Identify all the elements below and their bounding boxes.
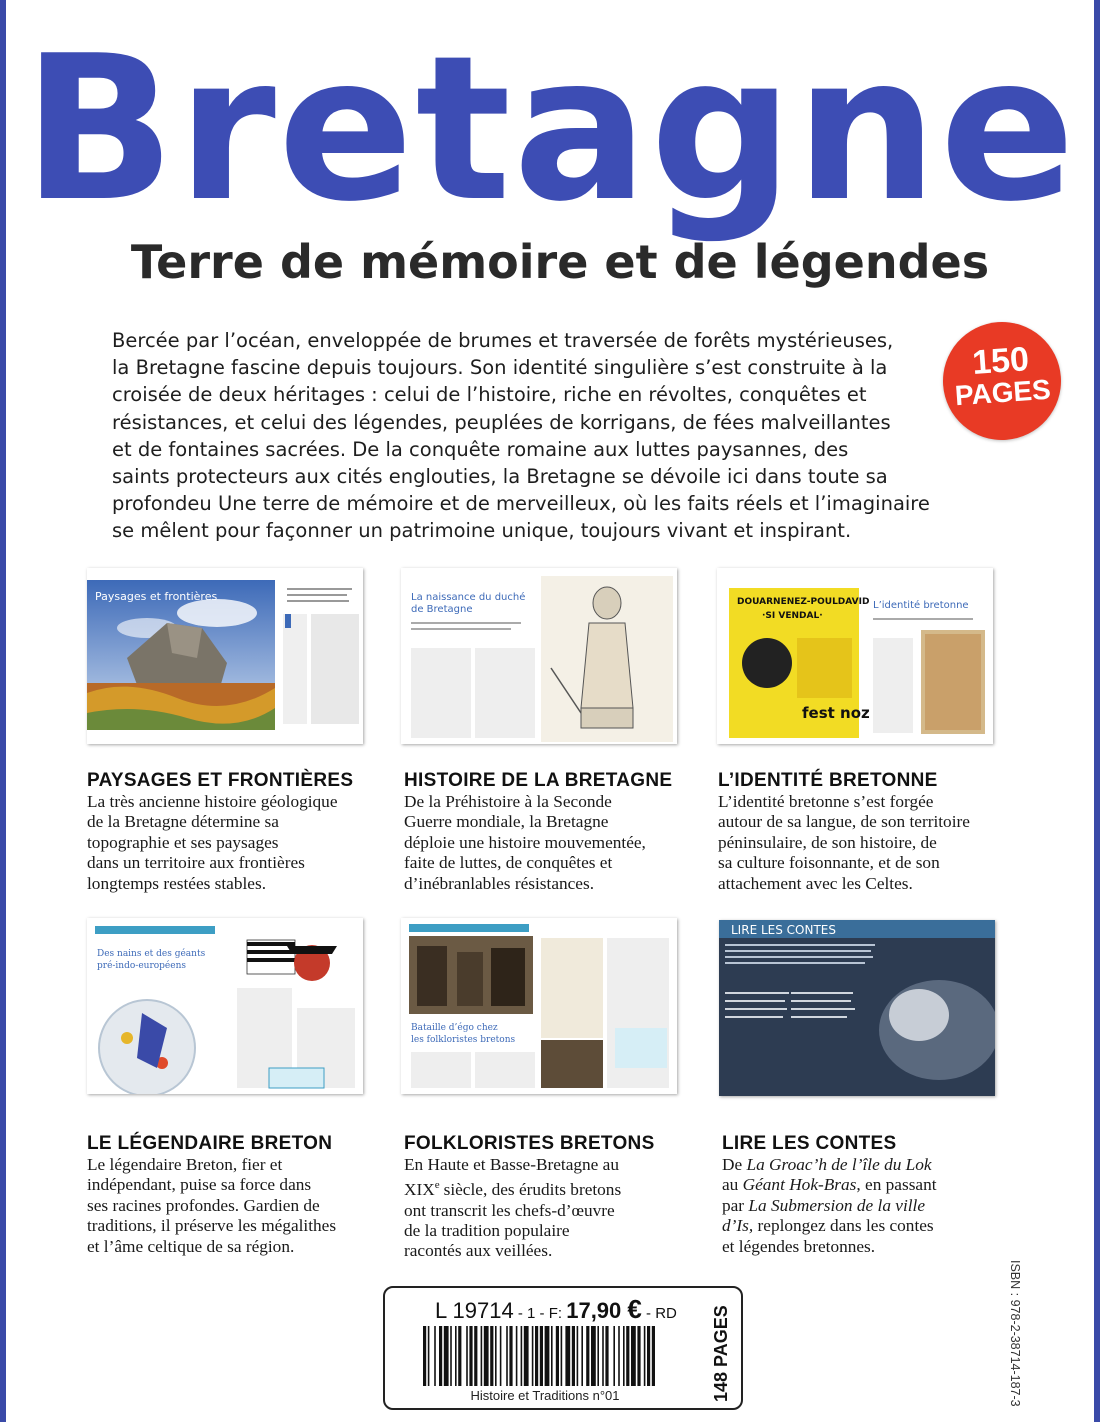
barcode-bar [572,1326,575,1386]
section-text-line [404,1175,704,1200]
barcode-box [383,1286,743,1410]
section-text-line: L’identité bretonne s’est forgée [718,792,934,811]
section-heading: PAYSAGES ET FRONTIÈRES [87,770,354,791]
thumbnail-legendaire [87,918,363,1094]
barcode-bar [637,1326,640,1386]
price-suffix: - RD [641,1305,677,1322]
barcode-bar [474,1326,477,1386]
barcode-bar [591,1326,596,1386]
thumb-identite-title: L’identité bretonne [873,600,969,611]
thumb-folklore-title-2: les folkloristes bretons [411,1035,516,1045]
barcode-bar [466,1326,468,1386]
thumb-poster-fest: fest noz [802,704,870,722]
section-text-line: Guerre mondiale, la Bretagne [404,812,609,832]
barcode-bar [532,1326,534,1386]
intro-paragraph [112,327,972,545]
section-text-line: déploie une histoire mouvementée, [404,832,646,852]
barcode-bar [516,1326,518,1386]
thumbnail-paysages [87,568,363,744]
pages-vertical-label [701,1292,741,1408]
barcode-bar [434,1326,436,1386]
section-text-line: La très ancienne histoire géologique [87,792,338,811]
barcode-bar [626,1326,629,1386]
section-text-line: attachement avec les Celtes. [718,873,913,893]
intro-line: résistances, et celui des légendes, peuplées de korrigans, de fées malveillantes [112,410,891,434]
barcode-bar [458,1326,461,1386]
section-text-line: autour de sa langue, de son territoire [718,812,970,832]
section-text-line: En Haute et Basse-Bretagne au [404,1155,619,1174]
barcode-bar [623,1326,625,1386]
section-paysages [87,770,387,894]
intro-line: croisée de deux héritages : celui de l’histoire, riche en révoltes, conquêtes et [112,383,867,407]
tale-title: La Submersion de la ville [748,1195,926,1215]
text-fragment: replongez dans les contes [753,1216,934,1236]
section-text-line: racontés aux veillées. [404,1241,553,1261]
barcode-bar [500,1326,502,1386]
section-text-line: dans un territoire aux frontières [87,853,305,873]
section-text-line: de la Bretagne détermine sa [87,812,279,832]
barcode-bar [495,1326,497,1386]
text-fragment: , en passant [856,1175,937,1195]
barcode-bar [551,1326,553,1386]
section-text-line: ses racines profondes. Gardien de [87,1195,320,1215]
thumbnail-contes [719,920,995,1096]
barcode-bar [644,1326,646,1386]
section-text-line [722,1155,1022,1175]
section-text-line: Le légendaire Breton, fier et [87,1155,283,1174]
section-text-line: traditions, il préserve les mégalithes [87,1216,337,1236]
section-text-line: de la tradition populaire [404,1220,570,1240]
barcode-bar [586,1326,589,1386]
barcode-bar [455,1326,457,1386]
thumb-paysages-title: Paysages et frontières [95,590,218,603]
badge-number: 150 [970,340,1031,382]
intro-line: Bercée par l’océan, enveloppée de brumes et traversée de forêts mystérieuses, [112,329,894,352]
section-text-line: d’inébranlables résistances. [404,873,595,893]
section-heading: LE LÉGENDAIRE BRETON [87,1133,333,1154]
section-heading: HISTOIRE DE LA BRETAGNE [404,770,673,791]
intro-line: la Bretagne fascine depuis toujours. Son identité singulière s’est construite à la [112,356,888,380]
section-legendaire [87,1133,387,1257]
section-histoire [404,770,704,894]
barcode-bar [450,1326,452,1386]
pages-side-text: 148 PAGES [711,1305,731,1402]
tale-title: d’Is, [722,1216,754,1236]
century-superscript: e [434,1179,440,1192]
barcode-bar [444,1326,449,1386]
section-text-line: indépendant, puise sa force dans [87,1175,312,1195]
intro-line: se mêlent pour façonner un patrimoine unique, toujours vivant et inspirant. [112,519,852,543]
euro-sign: € [627,1294,642,1324]
thumb-contes-banner: LIRE LES CONTES [731,923,836,937]
barcode-bar [602,1326,604,1386]
section-text-line: sa culture foisonnante, et de son [718,853,940,873]
section-text-line [722,1216,1022,1236]
barcode-bar [561,1326,563,1386]
barcode-bar [428,1326,430,1386]
badge-label: PAGES [953,373,1052,412]
barcode-bar [605,1326,608,1386]
section-text-line: De la Préhistoire à la Seconde [404,792,612,811]
section-heading: L’IDENTITÉ BRETONNE [718,770,938,791]
tale-title: La Groac’h de l’île du Lok [746,1155,932,1174]
thumb-poster-line1: DOUARNENEZ-POULDAVID [737,597,870,607]
cover-title: Bretagne [22,13,1078,246]
intro-line: et de fontaines sacrées. De la conquête romaine aux luttes paysannes, des [112,437,849,461]
barcode-bar [565,1326,570,1386]
barcode-bar [556,1326,559,1386]
barcode-bar [506,1326,508,1386]
text-fragment: De [722,1155,747,1174]
century-label: XIX [404,1180,435,1200]
section-text-line [722,1175,1022,1195]
section-text-line: péninsulaire, de son histoire, de [718,832,937,852]
barcode-bar [652,1326,655,1386]
cover-subtitle: Terre de mémoire et de légendes [130,235,990,289]
section-text-line-rest: siècle, des érudits bretons [443,1180,622,1200]
section-heading: FOLKLORISTES BRETONS [404,1133,655,1154]
issue-code-mid: - 1 - F: [513,1305,567,1322]
barcode-bar [509,1326,512,1386]
barcode-bar [540,1326,543,1386]
barcode-bar [439,1326,442,1386]
text-fragment: par [722,1195,749,1215]
thumb-histoire-title-2: de Bretagne [411,604,473,615]
section-heading: LIRE LES CONTES [722,1133,897,1154]
barcode-bar [597,1326,599,1386]
thumb-poster-line2: ·SI VENDAL· [762,611,823,621]
text-fragment: au [722,1175,743,1195]
intro-line: saints protecteurs aux cités englouties, la Bretagne se dévoile ici dans toute sa [112,465,888,489]
tale-title: Géant Hok-Bras [742,1175,857,1195]
section-folkloristes [404,1133,704,1262]
barcode-bar [618,1326,620,1386]
intro-line: profondeu Une terre de mémoire et de merveilleux, où les faits réels et l’imaginaire [112,492,930,516]
issue-code: L 19714 [435,1298,514,1323]
barcode-bar [631,1326,636,1386]
barcode-bar [481,1326,483,1386]
section-identite [718,770,1018,894]
section-text-line: et l’âme celtique de sa région. [87,1236,295,1256]
barcode-bar [613,1326,615,1386]
price: 17,90 [566,1298,622,1323]
section-text-line: faite de luttes, de conquêtes et [404,853,613,873]
section-contes [722,1133,1022,1257]
section-text-line: et légendes bretonnes. [722,1236,876,1256]
thumbnail-histoire [401,568,677,744]
thumbnail-identite [717,568,993,744]
barcode-bar [490,1326,493,1386]
thumbnail-folkloristes [401,918,677,1094]
thumb-legendaire-title-2: pré-indo-européens [97,961,186,971]
series-name: Histoire et Traditions n°01 [470,1388,620,1403]
thumb-folklore-title-1: Bataille d’égo chez [411,1023,498,1033]
barcode-bar [545,1326,550,1386]
barcode-bar [469,1326,472,1386]
section-text-line: topographie et ses paysages [87,832,279,852]
thumb-legendaire-title-1: Des nains et des géants [97,949,206,959]
barcode-bar [577,1326,579,1386]
isbn: ISBN : 978-2-38714-187-3 [1008,1260,1022,1407]
section-text-line: longtemps restées stables. [87,873,267,893]
barcode-bar [484,1326,489,1386]
thumb-histoire-title-1: La naissance du duché [411,592,526,603]
barcode-bar [423,1326,426,1386]
section-text-line [722,1196,1022,1216]
barcode [423,1326,708,1386]
barcode-bar [521,1326,523,1386]
barcode-bar [524,1326,529,1386]
barcode-bar [647,1326,650,1386]
barcode-bar [535,1326,538,1386]
barcode-bar [581,1326,583,1386]
price-line [435,1294,677,1325]
section-text-line: ont transcrit les chefs-d’œuvre [404,1200,615,1220]
